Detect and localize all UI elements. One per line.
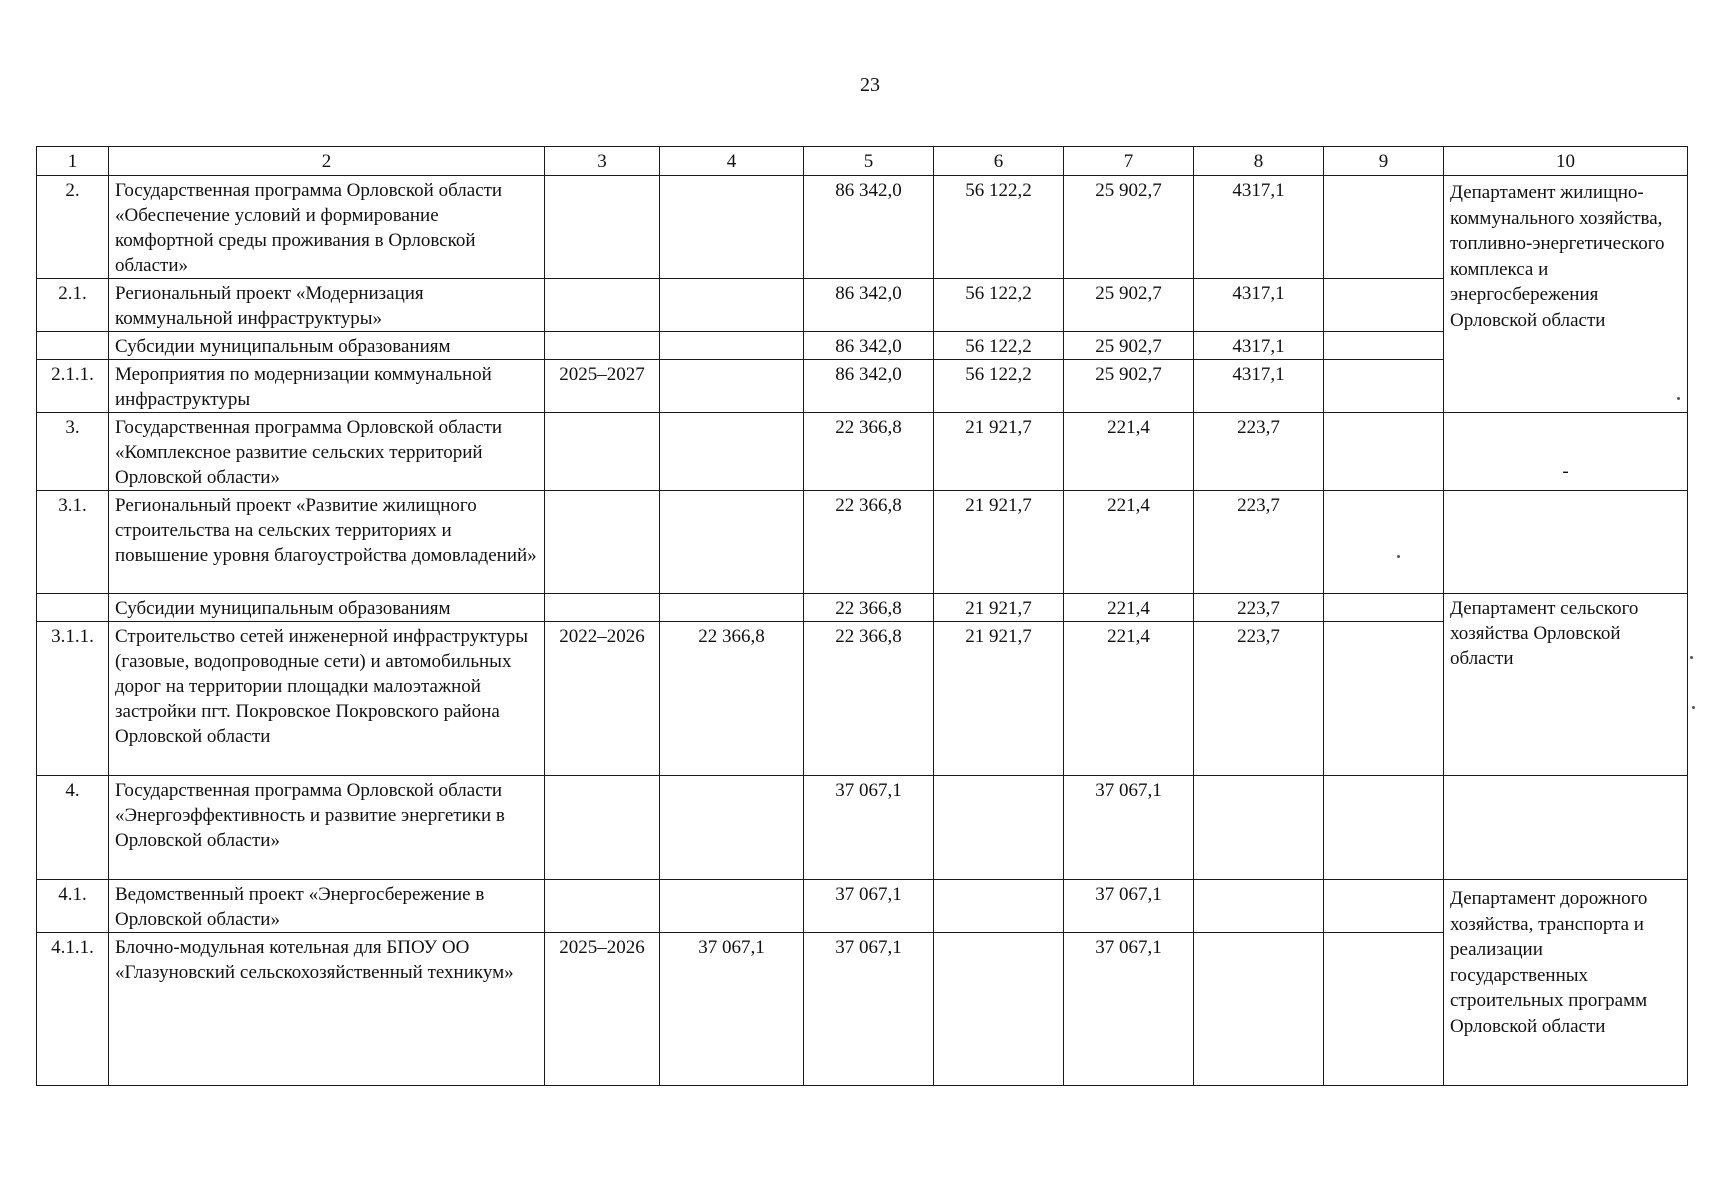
year1-cell bbox=[934, 776, 1064, 880]
department-housing: Департамент жилищно-коммунального хозяйства, топливно-энергетического комплекса и энергосбережения Орловской области bbox=[1444, 176, 1688, 413]
year3-cell: 4317,1 bbox=[1194, 332, 1324, 360]
page-number: 23 bbox=[860, 74, 880, 96]
total-cell: 37 067,1 bbox=[804, 776, 934, 880]
col9-cell bbox=[1324, 622, 1444, 776]
year2-cell: 221,4 bbox=[1064, 491, 1194, 594]
scan-speck bbox=[1692, 706, 1695, 709]
year1-cell: 21 921,7 bbox=[934, 622, 1064, 776]
header-cell: 2 bbox=[109, 147, 545, 176]
row-number: 3.1.1. bbox=[37, 622, 109, 776]
table-row bbox=[37, 413, 1688, 491]
table-row bbox=[37, 594, 1688, 622]
header-cell: 7 bbox=[1064, 147, 1194, 176]
period-cell bbox=[545, 776, 660, 880]
year3-cell bbox=[1194, 933, 1324, 1086]
row-name: Государственная программа Орловской области «Энергоэффективность и развитие энергетики в Орловской области» bbox=[109, 776, 545, 880]
col9-cell bbox=[1324, 776, 1444, 880]
period-cell bbox=[545, 594, 660, 622]
header-cell: 5 bbox=[804, 147, 934, 176]
cost-cell bbox=[660, 594, 804, 622]
row-name: Государственная программа Орловской области «Комплексное развитие сельских территорий Орловской области» bbox=[109, 413, 545, 491]
cost-cell: 22 366,8 bbox=[660, 622, 804, 776]
row-name: Субсидии муниципальным образованиям bbox=[109, 332, 545, 360]
col9-cell bbox=[1324, 880, 1444, 933]
year2-cell: 37 067,1 bbox=[1064, 776, 1194, 880]
header-cell: 9 bbox=[1324, 147, 1444, 176]
row-name: Государственная программа Орловской области «Обеспечение условий и формирование комфортной среды проживания в Орловской области» bbox=[109, 176, 545, 279]
department-roads: Департамент дорожного хозяйства, транспорта и реализации государственных строительных программ Орловской области bbox=[1444, 880, 1688, 1086]
year3-cell: 223,7 bbox=[1194, 622, 1324, 776]
header-cell: 8 bbox=[1194, 147, 1324, 176]
scan-speck bbox=[1690, 656, 1693, 659]
year1-cell bbox=[934, 880, 1064, 933]
year3-cell: 223,7 bbox=[1194, 413, 1324, 491]
cost-cell bbox=[660, 176, 804, 279]
col9-cell bbox=[1324, 332, 1444, 360]
total-cell: 22 366,8 bbox=[804, 594, 934, 622]
period-cell bbox=[545, 491, 660, 594]
table-row bbox=[37, 622, 1688, 776]
row-number: 2.1. bbox=[37, 279, 109, 332]
scan-speck bbox=[1677, 397, 1680, 400]
cost-cell bbox=[660, 332, 804, 360]
col9-cell bbox=[1324, 594, 1444, 622]
row-number: 2.1.1. bbox=[37, 360, 109, 413]
col9-cell bbox=[1324, 360, 1444, 413]
year3-cell: 4317,1 bbox=[1194, 279, 1324, 332]
year3-cell: 223,7 bbox=[1194, 491, 1324, 594]
cost-cell bbox=[660, 360, 804, 413]
row-number: 4.1. bbox=[37, 880, 109, 933]
total-cell: 22 366,8 bbox=[804, 491, 934, 594]
year2-cell: 221,4 bbox=[1064, 594, 1194, 622]
col9-cell bbox=[1324, 413, 1444, 491]
year2-cell: 25 902,7 bbox=[1064, 332, 1194, 360]
year2-cell: 25 902,7 bbox=[1064, 360, 1194, 413]
row-name: Региональный проект «Модернизация коммунальной инфраструктуры» bbox=[109, 279, 545, 332]
table-row bbox=[37, 776, 1688, 880]
header-cell: 1 bbox=[37, 147, 109, 176]
year3-cell: 4317,1 bbox=[1194, 176, 1324, 279]
table-row bbox=[37, 332, 1688, 360]
year1-cell: 21 921,7 bbox=[934, 594, 1064, 622]
year1-cell: 56 122,2 bbox=[934, 360, 1064, 413]
year2-cell: 25 902,7 bbox=[1064, 279, 1194, 332]
department-empty bbox=[1444, 491, 1688, 594]
period-cell: 2025–2027 bbox=[545, 360, 660, 413]
total-cell: 22 366,8 bbox=[804, 413, 934, 491]
cost-cell bbox=[660, 776, 804, 880]
year1-cell: 56 122,2 bbox=[934, 279, 1064, 332]
table-row bbox=[37, 279, 1688, 332]
period-cell bbox=[545, 413, 660, 491]
year2-cell: 25 902,7 bbox=[1064, 176, 1194, 279]
period-cell bbox=[545, 279, 660, 332]
period-cell: 2022–2026 bbox=[545, 622, 660, 776]
table-row bbox=[37, 933, 1688, 1086]
row-name: Ведомственный проект «Энергосбережение в Орловской области» bbox=[109, 880, 545, 933]
row-number: 4. bbox=[37, 776, 109, 880]
department-empty bbox=[1444, 776, 1688, 880]
cost-cell: 37 067,1 bbox=[660, 933, 804, 1086]
period-cell bbox=[545, 880, 660, 933]
period-cell bbox=[545, 332, 660, 360]
row-number: 3.1. bbox=[37, 491, 109, 594]
year2-cell: 37 067,1 bbox=[1064, 880, 1194, 933]
total-cell: 86 342,0 bbox=[804, 176, 934, 279]
header-cell: 6 bbox=[934, 147, 1064, 176]
col9-cell bbox=[1324, 491, 1444, 594]
row-number bbox=[37, 594, 109, 622]
year3-cell: 223,7 bbox=[1194, 594, 1324, 622]
col9-cell bbox=[1324, 176, 1444, 279]
row-name: Строительство сетей инженерной инфраструктуры (газовые, водопроводные сети) и автомобильных дорог на территории площадки малоэтажной застройки пгт. Покровское Покровского района Орловской области bbox=[109, 622, 545, 776]
year1-cell: 21 921,7 bbox=[934, 413, 1064, 491]
period-cell bbox=[545, 176, 660, 279]
year2-cell: 221,4 bbox=[1064, 413, 1194, 491]
header-cell: 4 bbox=[660, 147, 804, 176]
year3-cell bbox=[1194, 776, 1324, 880]
department-blank: - bbox=[1444, 413, 1688, 491]
year1-cell: 56 122,2 bbox=[934, 332, 1064, 360]
cost-cell bbox=[660, 279, 804, 332]
table-row bbox=[37, 491, 1688, 594]
year1-cell bbox=[934, 933, 1064, 1086]
year2-cell: 37 067,1 bbox=[1064, 933, 1194, 1086]
period-cell: 2025–2026 bbox=[545, 933, 660, 1086]
row-number bbox=[37, 332, 109, 360]
row-number: 3. bbox=[37, 413, 109, 491]
header-row bbox=[37, 147, 1688, 176]
table-row bbox=[37, 880, 1688, 933]
header-cell: 10 bbox=[1444, 147, 1688, 176]
row-name: Региональный проект «Развитие жилищного строительства на сельских территориях и повышение уровня благоустройства домовладений» bbox=[109, 491, 545, 594]
row-name: Блочно-модульная котельная для БПОУ ОО «Глазуновский сельскохозяйственный техникум» bbox=[109, 933, 545, 1086]
col9-cell bbox=[1324, 933, 1444, 1086]
total-cell: 86 342,0 bbox=[804, 279, 934, 332]
year3-cell: 4317,1 bbox=[1194, 360, 1324, 413]
year3-cell bbox=[1194, 880, 1324, 933]
year1-cell: 21 921,7 bbox=[934, 491, 1064, 594]
table-row bbox=[37, 360, 1688, 413]
table-row bbox=[37, 176, 1688, 279]
budget-table bbox=[36, 146, 1688, 1086]
row-number: 4.1.1. bbox=[37, 933, 109, 1086]
total-cell: 37 067,1 bbox=[804, 880, 934, 933]
total-cell: 86 342,0 bbox=[804, 360, 934, 413]
year1-cell: 56 122,2 bbox=[934, 176, 1064, 279]
year2-cell: 221,4 bbox=[1064, 622, 1194, 776]
row-number: 2. bbox=[37, 176, 109, 279]
scan-speck bbox=[1397, 555, 1400, 558]
header-cell: 3 bbox=[545, 147, 660, 176]
row-name: Мероприятия по модернизации коммунальной инфраструктуры bbox=[109, 360, 545, 413]
total-cell: 86 342,0 bbox=[804, 332, 934, 360]
cost-cell bbox=[660, 413, 804, 491]
cost-cell bbox=[660, 880, 804, 933]
row-name: Субсидии муниципальным образованиям bbox=[109, 594, 545, 622]
total-cell: 22 366,8 bbox=[804, 622, 934, 776]
department-agriculture: Департамент сельского хозяйства Орловской области bbox=[1444, 594, 1688, 776]
cost-cell bbox=[660, 491, 804, 594]
col9-cell bbox=[1324, 279, 1444, 332]
total-cell: 37 067,1 bbox=[804, 933, 934, 1086]
